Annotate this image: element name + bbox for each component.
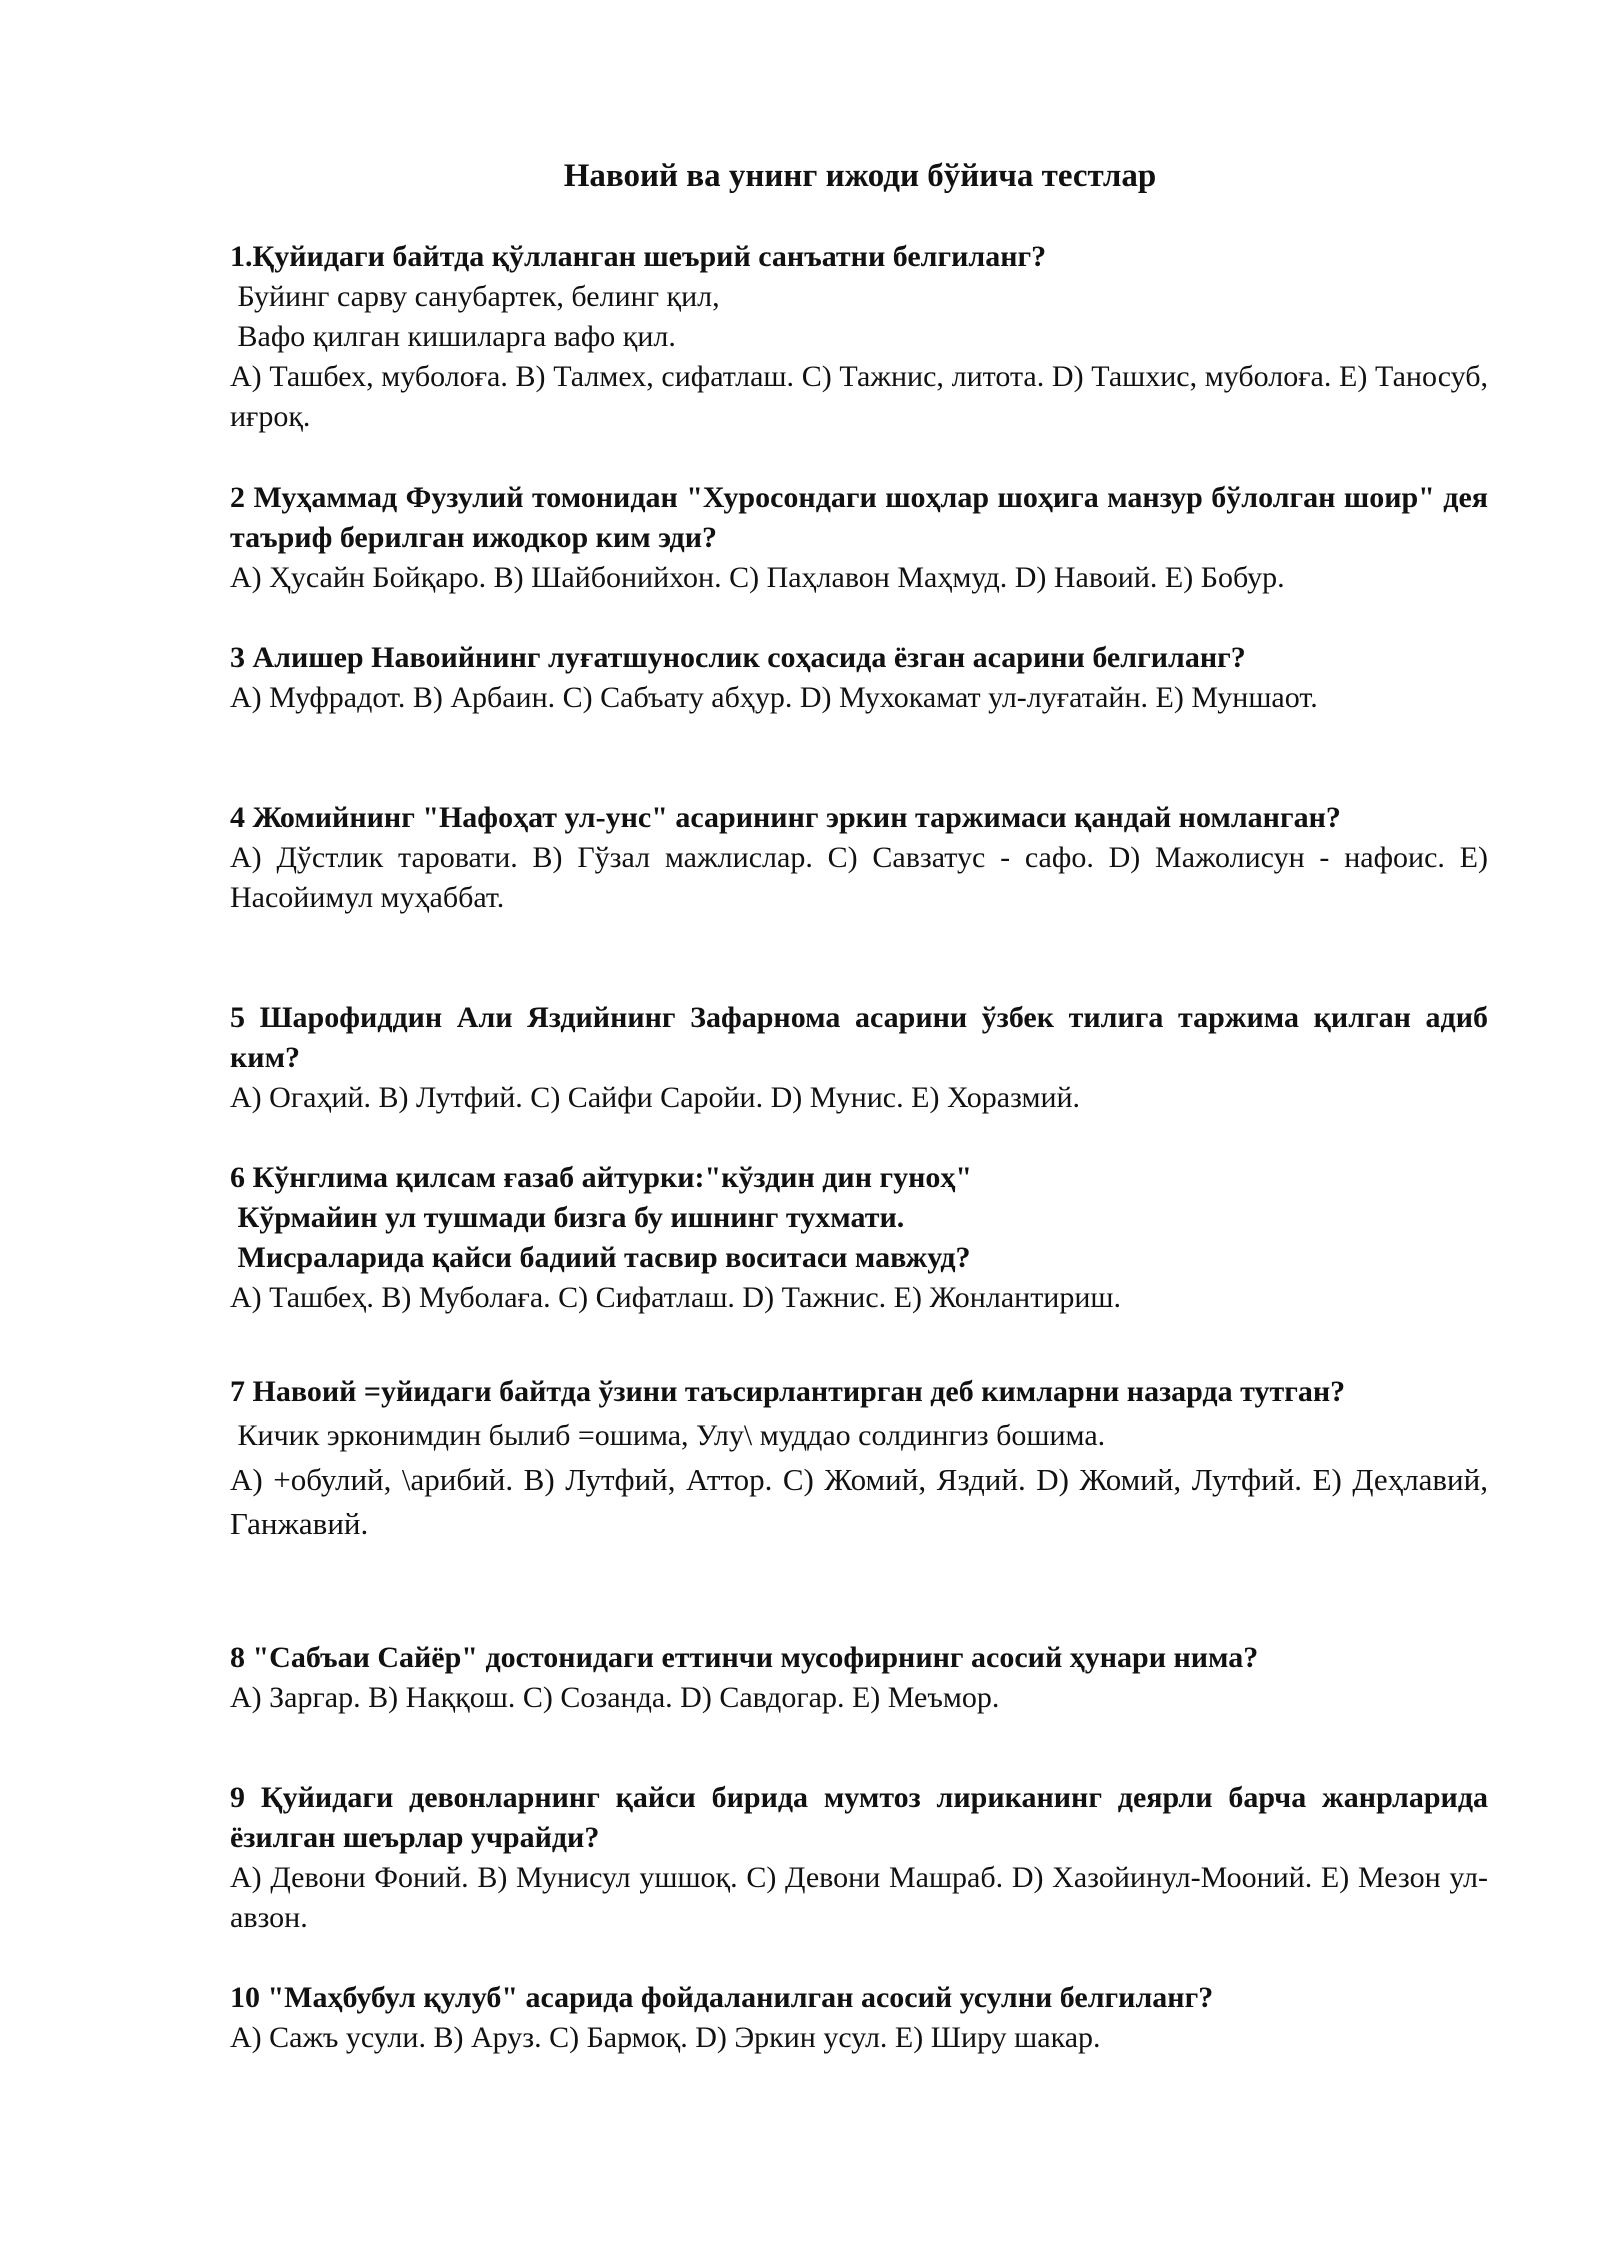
answer-options: А) Ҳусайн Бойқаро. В) Шайбонийхон. С) Паҳлавон Маҳмуд. D) Навоий. Е) Бобур. xyxy=(230,561,1285,594)
verse-line: Кичик эрконимдин былиб =ошима, Улу\ муддао солдингиз бошима. xyxy=(230,1419,1106,1452)
question-text: 3 Алишер Навоийнинг луғатшунослик соҳасида ёзган асарини белгиланг? xyxy=(230,641,1246,674)
document-title: Навоий ва унинг ижоди бўйича тестлар xyxy=(563,158,1157,194)
question-text: 8 "Сабъаи Сайёр" достонидаги еттинчи мусофирнинг асосий ҳунари нима? xyxy=(230,1641,1259,1674)
answer-options: А) +обулий, \арибий. В) Лутфий, Аттор. С) Жомий, Яздий. D) Жомий, Лутфий. Е) Деҳлавий, Ганжавий. xyxy=(230,1462,1488,1541)
question-10 xyxy=(230,1978,1488,2058)
answer-options: А) Дўстлик таровати. В) Гўзал мажлислар. С) Савзатус - сафо. D) Мажолисун - нафоис. Е) Насойимул муҳаббат. xyxy=(230,841,1488,914)
question-text: 4 Жомийнинг "Нафоҳат ул-унс" асарининг эркин таржимаси қандай номланган? xyxy=(230,801,1341,834)
question-3 xyxy=(230,638,1488,718)
question-text: 1.Қуйидаги байтда қўлланган шеърий санъатни белгиланг? xyxy=(230,240,1047,273)
answer-options: А) Муфрадот. В) Арбаин. С) Сабъату абҳур. D) Мухокамат ул-луғатайн. Е) Муншаот. xyxy=(230,681,1318,714)
question-9 xyxy=(230,1778,1488,1938)
answer-options: А) Ташбех, муболоға. В) Талмех, сифатлаш. С) Тажнис, литота. D) Ташхис, муболоға. Е) Таносуб, иғроқ. xyxy=(230,360,1488,433)
answer-options: А) Сажъ усули. В) Аруз. С) Бармоқ. D) Эркин усул. Е) Ширу шакар. xyxy=(230,2021,1101,2054)
question-text: 5 Шарофиддин Али Яздийнинг Зафарнома асарини ўзбек тилига таржима қилган адиб ким? xyxy=(230,1001,1488,1074)
question-text: 10 "Маҳбубул қулуб" асарида фойдаланилган асосий усулни белгиланг? xyxy=(230,1981,1214,2014)
question-text: 7 Навоий =уйидаги байтда ўзини таъсирлантирган деб кимларни назарда тутган? xyxy=(230,1375,1346,1408)
question-1 xyxy=(230,237,1488,437)
answer-options: А) Огаҳий. В) Лутфий. С) Сайфи Саройи. D) Мунис. Е) Хоразмий. xyxy=(230,1081,1081,1114)
question-6 xyxy=(230,1158,1488,1318)
verse-line: Буйинг сарву санубартек, белинг қил, xyxy=(230,280,720,313)
question-2 xyxy=(230,478,1488,598)
answer-options: А) Ташбеҳ. В) Муболаға. С) Сифатлаш. D) Тажнис. Е) Жонлантириш. xyxy=(230,1281,1122,1314)
question-5 xyxy=(230,998,1488,1118)
question-text: 2 Муҳаммад Фузулий томонидан "Хуросондаги шоҳлар шоҳига манзур бўлолган шоир" дея таъриф берилган ижодкор ким эди? xyxy=(230,481,1488,554)
question-8 xyxy=(230,1638,1488,1718)
question-text-line: Мисраларида қайси бадиий тасвир воситаси мавжуд? xyxy=(230,1241,971,1274)
question-text: 9 Қуйидаги девонларнинг қайси бирида мумтоз лириканинг деярли барча жанрларида ёзилган шеърлар учрайди? xyxy=(230,1781,1488,1854)
question-text-line: Кўрмайин ул тушмади бизга бу ишнинг тухмати. xyxy=(230,1201,905,1234)
question-4 xyxy=(230,798,1488,918)
question-text-line: 6 Кўнглима қилсам ғазаб айтурки:"кўздин дин гуноҳ" xyxy=(230,1161,973,1194)
verse-line: Вафо қилган кишиларга вафо қил. xyxy=(230,320,676,353)
answer-options: А) Девони Фоний. В) Мунисул ушшоқ. С) Девони Машраб. D) Хазойинул-Мооний. Е) Мезон ул-авзон. xyxy=(230,1861,1488,1934)
question-7 xyxy=(230,1370,1488,1546)
answer-options: А) Заргар. В) Наққош. С) Созанда. D) Савдогар. Е) Меъмор. xyxy=(230,1681,1000,1714)
